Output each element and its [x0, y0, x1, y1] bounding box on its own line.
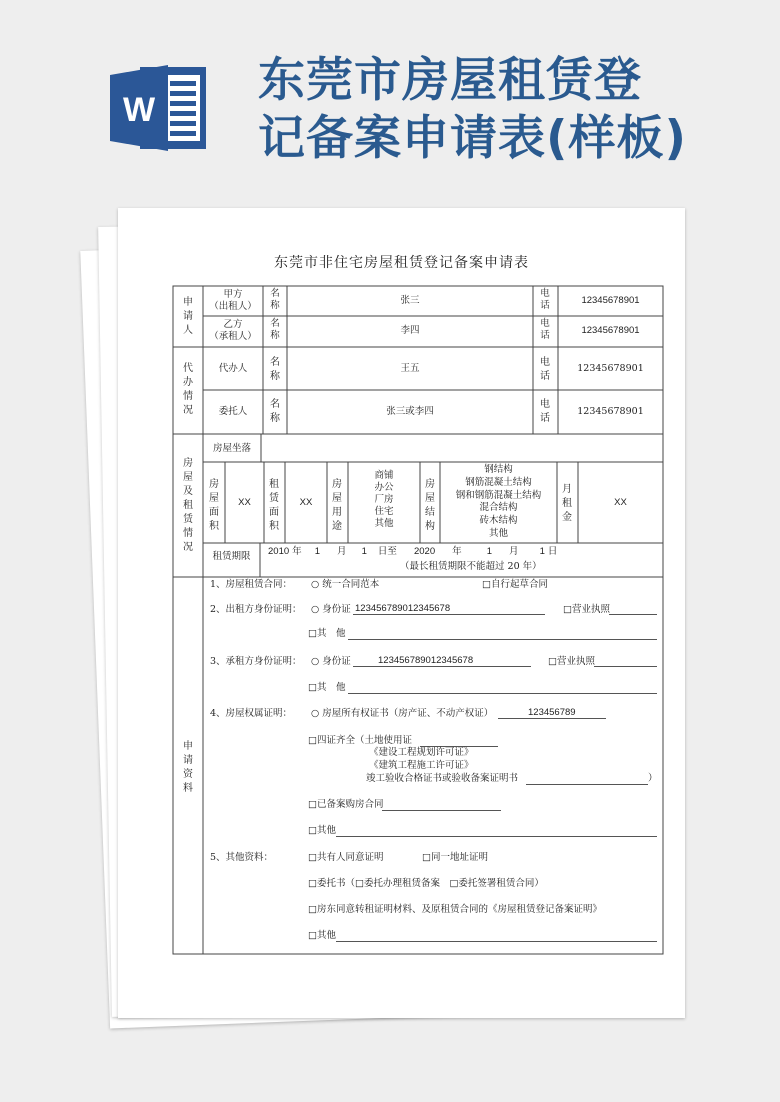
to-word: 日至 — [377, 546, 397, 557]
section-label-agent: 代办情况 — [183, 363, 193, 416]
item5-label: 5、其他资料： — [210, 852, 274, 863]
title-line-1: 东莞市房屋租赁登 — [258, 53, 642, 108]
use-option-shop: 商铺 — [374, 470, 394, 481]
structure-label: 房屋结构 — [425, 479, 435, 532]
party-b-name: 李四 — [400, 325, 420, 336]
principal-name-label: 名称 — [270, 399, 280, 424]
item1-option-template[interactable]: ○ 统一合同范本 — [311, 579, 380, 590]
party-b-phone-label: 电话 — [540, 318, 550, 341]
item4-other[interactable]: □其他 — [308, 825, 336, 836]
agent-phone-label: 电话 — [540, 357, 550, 382]
use-label: 房屋用途 — [332, 479, 342, 532]
item4-cert-underline — [498, 718, 606, 719]
start-month-word: 月 — [337, 546, 347, 557]
item2-license-underline — [609, 614, 657, 615]
structure-option-steel-rc: 钢和钢筋混凝土结构 — [455, 489, 542, 501]
end-day: 1 — [539, 546, 545, 557]
agent-name-label: 名称 — [270, 357, 280, 382]
party-a-name-label: 名称 — [270, 288, 280, 311]
party-b-role-title: 乙方 — [223, 319, 243, 330]
start-year: 2010 — [268, 546, 290, 557]
structure-options — [440, 464, 557, 541]
item3-other-underline — [348, 693, 657, 694]
section-label-applicant: 申请人 — [183, 297, 193, 336]
use-option-factory: 厂房 — [374, 494, 394, 505]
use-option-office: 办公 — [374, 482, 394, 493]
svg-text:W: W — [122, 91, 156, 129]
period-note: （最长租赁期限不能超过 20 年） — [400, 561, 542, 572]
item4-acceptance: 竣工验收合格证书或验收备案证明书 — [366, 773, 519, 784]
item5-sublease-consent[interactable]: □房东同意转租证明材料、及原租赁合同的《房屋租赁登记备案证明》 — [308, 904, 602, 915]
item4-four-certs[interactable]: □四证齐全（土地使用证 — [308, 735, 412, 746]
document-title: 东莞市非住宅房屋租赁登记备案申请表 — [274, 255, 529, 271]
use-options — [348, 470, 420, 530]
item4-construction: 《建筑工程施工许可证》 — [369, 760, 474, 771]
rent-area-label: 租赁面积 — [269, 479, 279, 532]
use-option-residence: 住宅 — [374, 506, 394, 517]
structure-option-brick-wood: 砖木结构 — [479, 515, 518, 527]
title-line-2: 记备案申请表(样板) — [258, 111, 687, 166]
start-day: 1 — [361, 546, 367, 557]
end-year-word: 年 — [452, 546, 462, 557]
party-b-name-label: 名称 — [270, 318, 280, 341]
item2-other[interactable]: □其 他 — [308, 628, 346, 639]
party-a-phone-label: 电话 — [540, 288, 550, 311]
item3-id-label[interactable]: ○ 身份证 — [311, 656, 351, 667]
party-a-name: 张三 — [400, 295, 420, 306]
item2-label: 2、出租方身份证明： — [210, 604, 302, 615]
party-b-phone: 12345678901 — [581, 325, 640, 336]
item3-id-value: 123456789012345678 — [378, 655, 474, 666]
period-line — [268, 546, 557, 558]
item2-other-underline — [348, 639, 657, 640]
item5-other-underline — [336, 941, 657, 942]
principal-role: 委托人 — [218, 406, 248, 417]
item5-other[interactable]: □其他 — [308, 930, 336, 941]
location-label: 房屋坐落 — [212, 443, 251, 454]
item3-label: 3、承租方身份证明： — [210, 656, 302, 667]
structure-option-rc: 钢筋混凝土结构 — [465, 476, 532, 488]
item4-close-paren: ） — [648, 773, 658, 784]
item2-id-underline — [353, 614, 545, 615]
item5-same-address[interactable]: □同一地址证明 — [422, 852, 488, 863]
item4-label: 4、房屋权属证明： — [210, 708, 293, 719]
agent-role: 代办人 — [218, 363, 248, 374]
item4-planning: 《建设工程规划许可证》 — [369, 747, 474, 758]
start-month: 1 — [314, 546, 321, 557]
party-a-role-sub: （出租人） — [209, 301, 257, 312]
item3-other[interactable]: □其 他 — [308, 682, 346, 693]
section-label-materials: 申请资料 — [183, 741, 193, 794]
party-b-role — [203, 319, 263, 343]
party-b-role-sub: （承租人） — [209, 331, 257, 342]
agent-phone: 12345678901 — [577, 363, 644, 374]
party-a-role-title: 甲方 — [223, 289, 243, 300]
structure-option-steel: 钢结构 — [484, 464, 513, 475]
item4-cert-label[interactable]: ○ 房屋所有权证书（房产证、不动产权证） — [311, 708, 494, 719]
period-label: 租赁期限 — [212, 551, 251, 562]
item1-label: 1、房屋租赁合同： — [210, 579, 293, 590]
rent-label: 月租金 — [562, 484, 572, 523]
area-label: 房屋面积 — [209, 479, 219, 532]
principal-phone-label: 电话 — [540, 399, 550, 424]
item4-other-underline — [336, 836, 657, 837]
item3-license[interactable]: □营业执照 — [548, 656, 595, 667]
end-month-word: 月 — [509, 546, 519, 557]
item5-co-owner[interactable]: □共有人同意证明 — [308, 852, 384, 863]
party-a-phone: 12345678901 — [581, 295, 640, 306]
party-a-role — [203, 289, 263, 313]
structure-option-mixed: 混合结构 — [479, 502, 518, 514]
item2-license[interactable]: □营业执照 — [563, 604, 610, 615]
agent-name: 王五 — [400, 363, 420, 374]
item3-id-underline — [353, 666, 531, 667]
end-year: 2020 — [413, 546, 436, 557]
item4-purchase-contract[interactable]: □已备案购房合同 — [308, 799, 384, 810]
item1-option-self-drafted[interactable]: □自行起草合同 — [482, 579, 548, 590]
principal-name: 张三或李四 — [386, 406, 434, 417]
start-year-word: 年 — [292, 546, 302, 557]
use-option-other: 其他 — [374, 518, 394, 529]
section-label-house: 房屋及租赁情况 — [183, 458, 193, 553]
end-day-word: 日 — [547, 546, 558, 557]
item2-id-value: 123456789012345678 — [355, 603, 451, 614]
item5-power-of-attorney[interactable]: □委托书（□委托办理租赁备案 □委托签署租赁合同） — [308, 878, 544, 889]
rent-value: XX — [614, 497, 627, 508]
rent-area-value: XX — [299, 497, 313, 508]
item4-acceptance-underline — [526, 784, 648, 785]
item3-license-underline — [594, 666, 657, 667]
structure-option-other: 其他 — [488, 527, 508, 539]
end-month: 1 — [486, 546, 492, 557]
item4-cert-value: 123456789 — [528, 707, 576, 718]
area-value: XX — [238, 497, 251, 508]
principal-phone: 12345678901 — [577, 406, 644, 417]
item4-purchase-underline — [382, 810, 501, 811]
item2-id-label[interactable]: ○ 身份证 — [311, 604, 351, 615]
